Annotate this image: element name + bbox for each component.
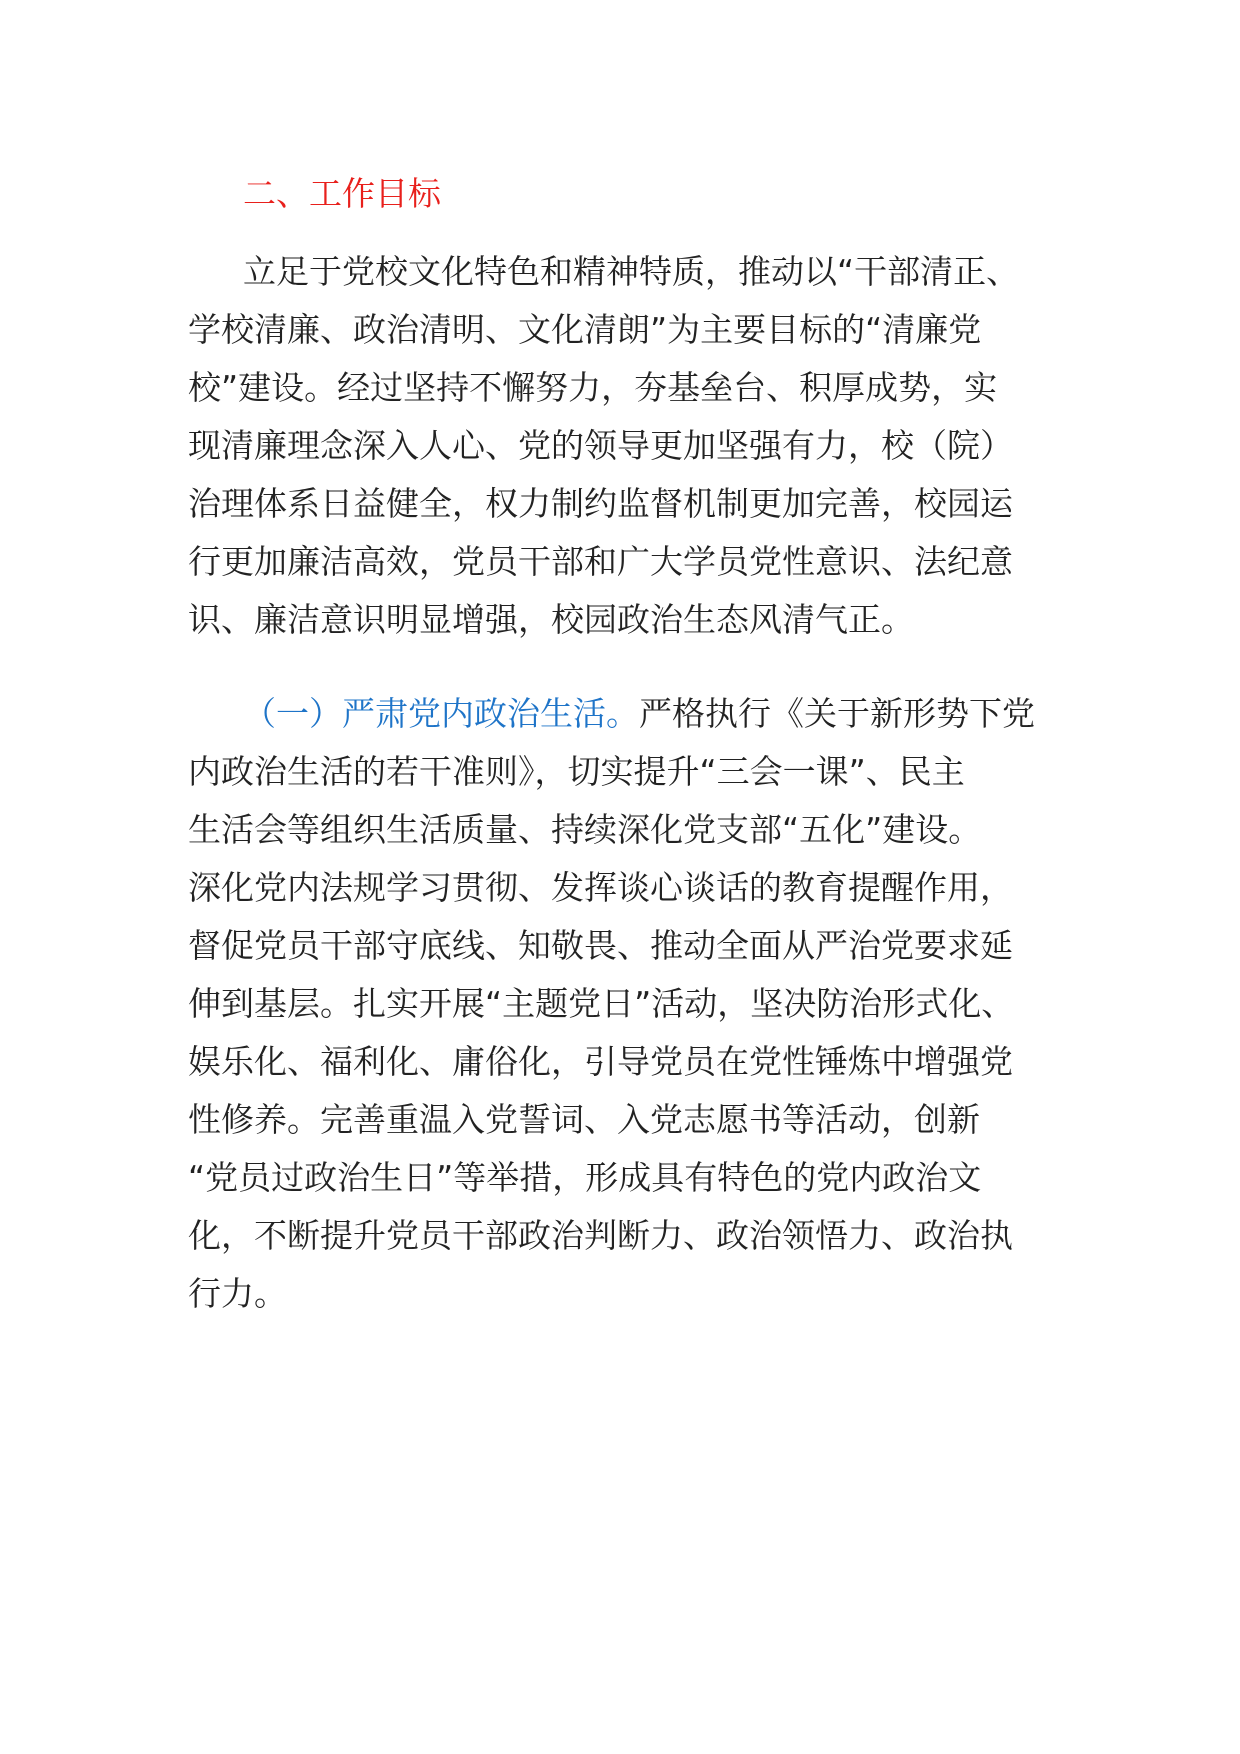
paragraph-line: 性修养。完善重温入党誓词、入党志愿书等活动，创新 (188, 1100, 980, 1139)
first-line-text: 严格执行《关于新形势下党 (639, 694, 1035, 733)
paragraph-line: 立足于党校文化特色和精神特质，推动以“干部清正、 (243, 252, 1020, 291)
paragraph-line: 生活会等组织生活质量、持续深化党支部“五化”建设。 (188, 810, 982, 849)
paragraph-line: 督促党员干部守底线、知敬畏、推动全面从严治党要求延 (188, 926, 1013, 965)
paragraph-line: 学校清廉、政治清明、文化清朗”为主要目标的“清廉党 (188, 310, 982, 349)
paragraph-line: 深化党内法规学习贯彻、发挥谈心谈话的教育提醒作用， (188, 868, 1013, 907)
paragraph-line: 识、廉洁意识明显增强，校园政治生态风清气正。 (188, 600, 914, 639)
paragraph-line: 内政治生活的若干准则》，切实提升“三会一课”、民主 (188, 752, 965, 791)
paragraph-line: 校”建设。经过坚持不懈努力，夯基垒台、积厚成势，实 (188, 368, 998, 407)
paragraph-line: 现清廉理念深入人心、党的领导更加坚强有力，校（院） (188, 426, 1013, 465)
paragraph-line: 治理体系日益健全，权力制约监督机制更加完善，校园运 (188, 484, 1013, 523)
paragraph-first-line (243, 692, 1035, 736)
paragraph-line: 行更加廉洁高效，党员干部和广大学员党性意识、法纪意 (188, 542, 1013, 581)
paragraph-line: 娱乐化、福利化、庸俗化，引导党员在党性锤炼中增强党 (188, 1042, 1013, 1081)
subheading: （一）严肃党内政治生活。 (243, 694, 639, 733)
paragraph-line: “党员过政治生日”等举措，形成具有特色的党内政治文 (188, 1158, 982, 1197)
paragraph-line: 行力。 (188, 1274, 287, 1313)
section-heading: 二、工作目标 (243, 174, 441, 213)
paragraph-line: 化，不断提升党员干部政治判断力、政治领悟力、政治执 (188, 1216, 1013, 1255)
paragraph-line: 伸到基层。扎实开展“主题党日”活动，坚决防治形式化、 (188, 984, 1015, 1023)
